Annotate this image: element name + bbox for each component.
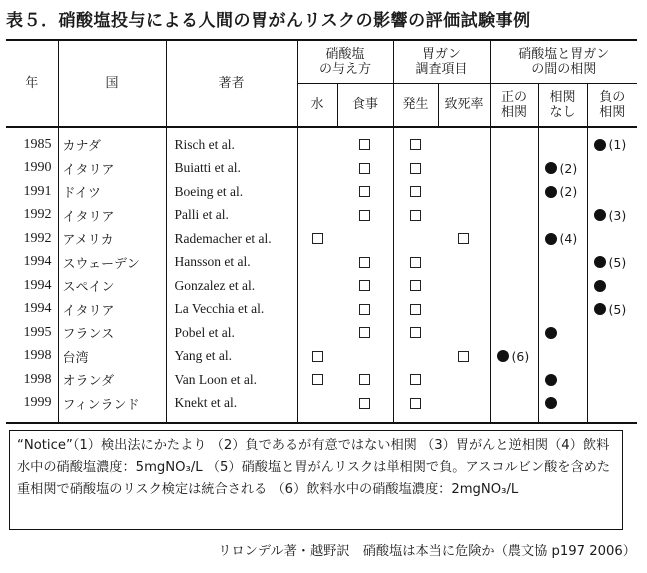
- cell-food: [337, 157, 393, 181]
- cell-year: 1990: [6, 157, 58, 181]
- source-citation: リロンデル著・越野訳 硝酸塩は本当に危険か（農文協 p197 2006）: [218, 544, 636, 559]
- cell-relation-none: [538, 368, 587, 392]
- cell-food: [337, 368, 393, 392]
- cell-water: [297, 157, 337, 181]
- cell-incidence: [393, 368, 438, 392]
- cell-year: 1992: [6, 227, 58, 251]
- cell-author: Palli et al.: [166, 204, 297, 228]
- header-group-gastric-line2: 調査項目: [415, 61, 468, 77]
- cell-incidence: [393, 274, 438, 298]
- cell-country: アメリカ: [58, 227, 166, 251]
- cell-country: ドイツ: [58, 180, 166, 204]
- cell-relation-positive: [490, 274, 538, 298]
- cell-year: 1994: [6, 298, 58, 322]
- cell-relation-negative: [587, 392, 637, 416]
- table-row: [6, 204, 637, 228]
- cell-mortality: [438, 133, 490, 157]
- cell-relation-positive: [490, 298, 538, 322]
- cell-mortality: [438, 274, 490, 298]
- cell-relation-negative: [587, 227, 637, 251]
- checkbox-square-icon: [359, 327, 370, 338]
- cell-year: 1998: [6, 345, 58, 369]
- checkbox-square-icon: [312, 233, 323, 244]
- cell-country: 台湾: [58, 345, 166, 369]
- checkbox-square-icon: [359, 280, 370, 291]
- cell-relation-positive: [490, 133, 538, 157]
- table-row: [6, 392, 637, 416]
- cell-mortality: [438, 227, 490, 251]
- cell-author: Buiatti et al.: [166, 157, 297, 181]
- cell-country: カナダ: [58, 133, 166, 157]
- cell-year: 1998: [6, 368, 58, 392]
- cell-relation-positive: [490, 392, 538, 416]
- filled-circle-icon: [594, 280, 606, 292]
- cell-mortality: [438, 180, 490, 204]
- cell-mortality: [438, 321, 490, 345]
- cell-author: Knekt et al.: [166, 392, 297, 416]
- cell-mortality: [438, 204, 490, 228]
- cell-relation-negative: [587, 274, 637, 298]
- cell-year: 1994: [6, 251, 58, 275]
- cell-relation-negative: [587, 180, 637, 204]
- cell-author: Pobel et al.: [166, 321, 297, 345]
- cell-author: Risch et al.: [166, 133, 297, 157]
- cell-water: [297, 345, 337, 369]
- header-positive-line1: 正の: [501, 89, 528, 105]
- checkbox-square-icon: [359, 374, 370, 385]
- cell-incidence: [393, 180, 438, 204]
- header-incidence: 発生: [393, 83, 438, 127]
- header-none-line2: なし: [549, 104, 576, 120]
- cell-country: スウェーデン: [58, 251, 166, 275]
- header-mortality: 致死率: [438, 83, 490, 127]
- checkbox-square-icon: [410, 163, 421, 174]
- filled-circle-icon: [545, 327, 557, 339]
- header-group-relation: [490, 40, 637, 83]
- cell-water: [297, 180, 337, 204]
- header-group-nitrate: [297, 40, 393, 83]
- checkbox-square-icon: [359, 304, 370, 315]
- cell-year: 1995: [6, 321, 58, 345]
- checkbox-square-icon: [312, 374, 323, 385]
- footnote-ref: (1): [608, 137, 627, 153]
- footnote-ref: (4): [559, 231, 578, 247]
- checkbox-square-icon: [359, 257, 370, 268]
- filled-circle-icon: [594, 139, 606, 151]
- cell-relation-none: [538, 180, 587, 204]
- cell-water: [297, 368, 337, 392]
- checkbox-square-icon: [359, 163, 370, 174]
- cell-mortality: [438, 298, 490, 322]
- footnote-ref: (2): [559, 160, 578, 176]
- table-row: [6, 298, 637, 322]
- header-group-gastric: [393, 40, 490, 83]
- cell-author: Gonzalez et al.: [166, 274, 297, 298]
- filled-circle-icon: [594, 209, 606, 221]
- cell-relation-none: [538, 133, 587, 157]
- cell-food: [337, 298, 393, 322]
- header-negative-line2: 相関: [599, 104, 626, 120]
- checkbox-square-icon: [410, 327, 421, 338]
- table-row: [6, 157, 637, 181]
- cell-author: Rademacher et al.: [166, 227, 297, 251]
- cell-incidence: [393, 227, 438, 251]
- checkbox-square-icon: [410, 139, 421, 150]
- cell-relation-positive: [490, 251, 538, 275]
- header-group-nitrate-line2: の与え方: [319, 61, 372, 77]
- cell-mortality: [438, 368, 490, 392]
- header-group-nitrate-line1: 硝酸塩: [325, 46, 365, 62]
- cell-water: [297, 227, 337, 251]
- cell-relation-none: [538, 321, 587, 345]
- cell-relation-none: [538, 204, 587, 228]
- cell-country: イタリア: [58, 298, 166, 322]
- cell-food: [337, 345, 393, 369]
- table-row: [6, 133, 637, 157]
- cell-food: [337, 251, 393, 275]
- cell-food: [337, 274, 393, 298]
- header-author: 著者: [166, 40, 297, 127]
- cell-food: [337, 227, 393, 251]
- cell-incidence: [393, 345, 438, 369]
- header-group-relation-line1: 硝酸塩と胃ガン: [518, 46, 610, 62]
- cell-food: [337, 321, 393, 345]
- header-year: 年: [6, 40, 58, 127]
- filled-circle-icon: [594, 256, 606, 268]
- filled-circle-icon: [497, 350, 509, 362]
- cell-country: オランダ: [58, 368, 166, 392]
- cell-year: 1991: [6, 180, 58, 204]
- checkbox-square-icon: [458, 351, 469, 362]
- cell-water: [297, 274, 337, 298]
- cell-relation-positive: [490, 368, 538, 392]
- footnote-ref: (5): [608, 254, 627, 270]
- header-group-gastric-line1: 胃ガン: [422, 46, 462, 62]
- cell-relation-none: [538, 345, 587, 369]
- cell-incidence: [393, 204, 438, 228]
- checkbox-square-icon: [312, 351, 323, 362]
- table-row: [6, 227, 637, 251]
- cell-relation-negative: [587, 298, 637, 322]
- checkbox-square-icon: [359, 210, 370, 221]
- cell-relation-positive: [490, 345, 538, 369]
- cell-relation-negative: [587, 368, 637, 392]
- cell-year: 1994: [6, 274, 58, 298]
- cell-relation-positive: [490, 321, 538, 345]
- header-none-line1: 相関: [549, 89, 576, 105]
- table-row: [6, 368, 637, 392]
- checkbox-square-icon: [359, 398, 370, 409]
- table-row: [6, 345, 637, 369]
- notice-box: “Notice”（1）検出法にかたより （2）負であるが有意ではない相関 （3）胃がんと逆相関（4）飲料水中の硝酸塩濃度：5mgNO₃/L （5）硝酸塩と胃がんリスクは単相関で負。アスコルビン酸を含めた重相関で硝酸塩のリスク検定は統合される （6）飲料水中の硝酸塩濃度：2mgNO₃/L: [9, 430, 623, 530]
- checkbox-square-icon: [359, 139, 370, 150]
- cell-country: フィンランド: [58, 392, 166, 416]
- cell-country: フランス: [58, 321, 166, 345]
- table-title: 表５．硝酸塩投与による人間の胃がんリスクの影響の評価試験事例: [6, 11, 531, 31]
- study-table: [6, 39, 637, 424]
- checkbox-square-icon: [410, 257, 421, 268]
- table-row: [6, 274, 637, 298]
- table-row: [6, 180, 637, 204]
- cell-year: 1999: [6, 392, 58, 416]
- checkbox-square-icon: [410, 304, 421, 315]
- cell-incidence: [393, 133, 438, 157]
- cell-author: Hansson et al.: [166, 251, 297, 275]
- filled-circle-icon: [545, 397, 557, 409]
- cell-relation-none: [538, 298, 587, 322]
- header-group-relation-line2: の間の相関: [531, 61, 597, 77]
- checkbox-square-icon: [410, 280, 421, 291]
- cell-country: スペイン: [58, 274, 166, 298]
- cell-food: [337, 180, 393, 204]
- cell-year: 1985: [6, 133, 58, 157]
- checkbox-square-icon: [410, 398, 421, 409]
- filled-circle-icon: [594, 303, 606, 315]
- filled-circle-icon: [545, 374, 557, 386]
- cell-country: イタリア: [58, 204, 166, 228]
- cell-relation-negative: [587, 251, 637, 275]
- cell-author: Van Loon et al.: [166, 368, 297, 392]
- cell-relation-negative: [587, 204, 637, 228]
- header-country: 国: [58, 40, 166, 127]
- table-row: [6, 321, 637, 345]
- header-positive: [490, 83, 538, 127]
- cell-relation-positive: [490, 204, 538, 228]
- cell-water: [297, 251, 337, 275]
- header-positive-line2: 相関: [501, 104, 528, 120]
- cell-relation-none: [538, 157, 587, 181]
- cell-water: [297, 298, 337, 322]
- filled-circle-icon: [545, 186, 557, 198]
- cell-author: Yang et al.: [166, 345, 297, 369]
- cell-relation-negative: [587, 345, 637, 369]
- header-negative: [587, 83, 637, 127]
- checkbox-square-icon: [359, 186, 370, 197]
- footnote-ref: (3): [608, 207, 627, 223]
- cell-water: [297, 204, 337, 228]
- cell-author: La Vecchia et al.: [166, 298, 297, 322]
- header-food: 食事: [337, 83, 393, 127]
- header-none: [538, 83, 587, 127]
- cell-incidence: [393, 298, 438, 322]
- cell-relation-negative: [587, 321, 637, 345]
- checkbox-square-icon: [458, 233, 469, 244]
- cell-relation-none: [538, 251, 587, 275]
- checkbox-square-icon: [410, 374, 421, 385]
- cell-author: Boeing et al.: [166, 180, 297, 204]
- filled-circle-icon: [545, 233, 557, 245]
- cell-food: [337, 204, 393, 228]
- cell-water: [297, 321, 337, 345]
- cell-water: [297, 133, 337, 157]
- cell-relation-none: [538, 274, 587, 298]
- filled-circle-icon: [545, 162, 557, 174]
- cell-water: [297, 392, 337, 416]
- footnote-ref: (2): [559, 184, 578, 200]
- cell-incidence: [393, 321, 438, 345]
- footnote-ref: (5): [608, 301, 627, 317]
- cell-food: [337, 392, 393, 416]
- footnote-ref: (6): [511, 348, 530, 364]
- cell-incidence: [393, 392, 438, 416]
- cell-mortality: [438, 392, 490, 416]
- cell-mortality: [438, 345, 490, 369]
- cell-relation-negative: [587, 157, 637, 181]
- cell-country: イタリア: [58, 157, 166, 181]
- cell-relation-none: [538, 392, 587, 416]
- cell-incidence: [393, 251, 438, 275]
- cell-mortality: [438, 157, 490, 181]
- cell-relation-positive: [490, 227, 538, 251]
- checkbox-square-icon: [410, 210, 421, 221]
- cell-relation-positive: [490, 157, 538, 181]
- cell-relation-none: [538, 227, 587, 251]
- table-row: [6, 251, 637, 275]
- cell-mortality: [438, 251, 490, 275]
- header-water: 水: [297, 83, 337, 127]
- cell-incidence: [393, 157, 438, 181]
- cell-food: [337, 133, 393, 157]
- checkbox-square-icon: [410, 186, 421, 197]
- cell-year: 1992: [6, 204, 58, 228]
- cell-relation-negative: [587, 133, 637, 157]
- header-negative-line1: 負の: [599, 89, 626, 105]
- cell-relation-positive: [490, 180, 538, 204]
